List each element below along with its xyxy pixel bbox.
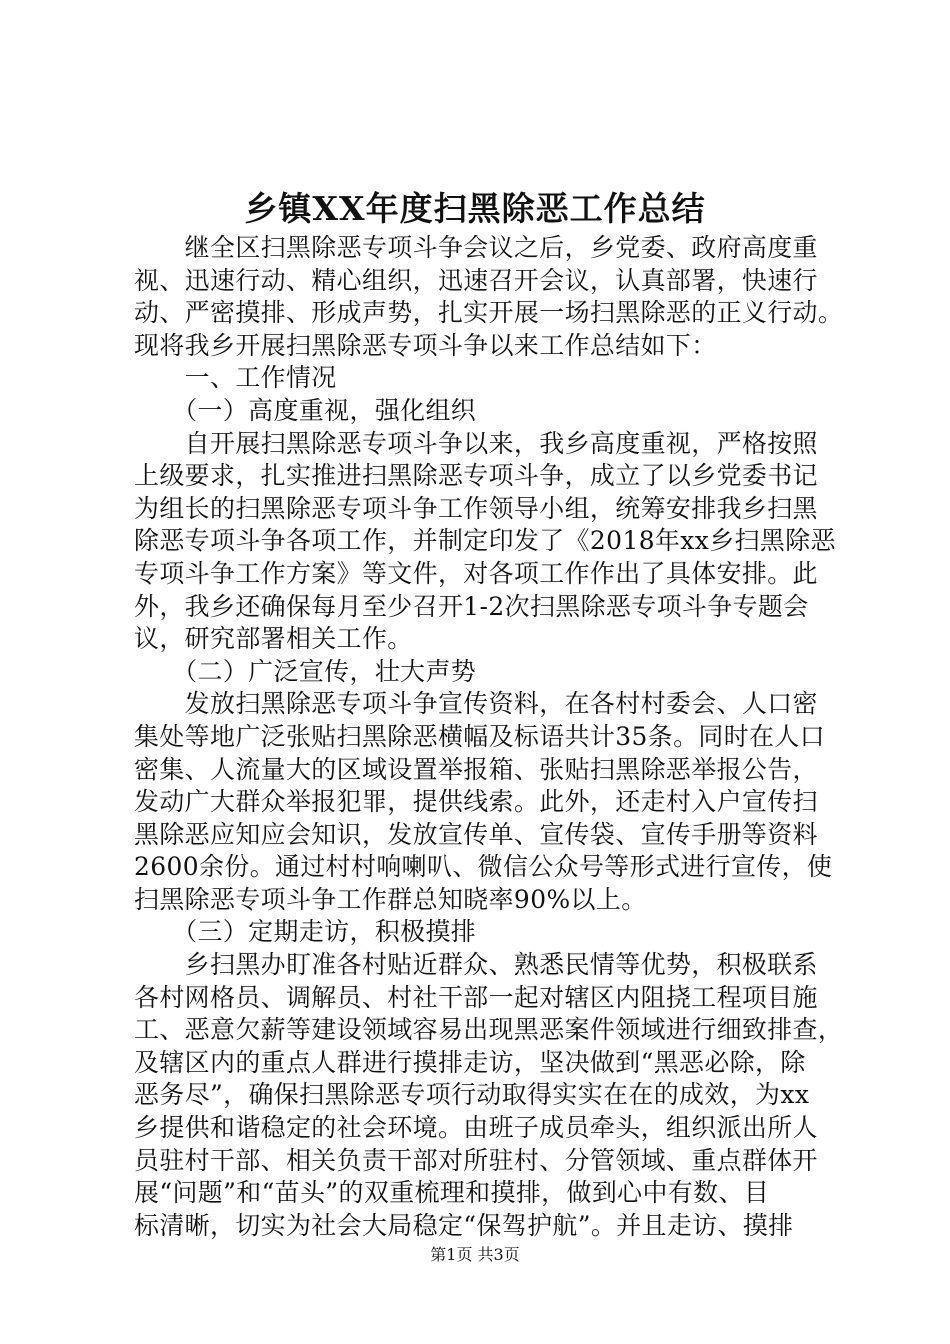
text-line: 现将我乡开展扫黑除恶专项斗争以来工作总结如下： <box>134 330 717 360</box>
text-line: 各村网格员、调解员、村社干部一起对辖区内阻挠工程项目施 <box>134 982 818 1012</box>
text-line: 黑除恶应知应会知识，发放宣传单、宣传袋、宣传手册等资料 <box>134 819 818 849</box>
text-line: （一）高度重视，强化组织 <box>134 395 477 425</box>
text-line: 专项斗争工作方案》等文件，对各项工作作出了具体安排。此 <box>134 558 818 588</box>
text-line: 议，研究部署相关工作。 <box>134 624 413 654</box>
text-line: 集处等地广泛张贴扫黑除恶横幅及标语共计35条。同时在人口 <box>134 721 826 751</box>
text-line: 除恶专项斗争各项工作，并制定印发了《2018年xx乡扫黑除恶 <box>134 526 836 556</box>
document-title: 乡镇XX年度扫黑除恶工作总结 <box>244 189 706 228</box>
document-body <box>134 232 854 1242</box>
text-line: 乡扫黑办盯准各村贴近群众、熟悉民情等优势，积极联系 <box>134 950 818 980</box>
text-line: 继全区扫黑除恶专项斗争会议之后，乡党委、政府高度重 <box>134 233 818 262</box>
text-line: 展“问题”和“苗头”的双重梳理和摸排，做到心中有数、目 <box>134 1178 770 1208</box>
page-footer: 第1页 共3页 <box>430 1245 520 1264</box>
text-line: 自开展扫黑除恶专项斗争以来，我乡高度重视，严格按照 <box>134 428 818 458</box>
text-line: 乡提供和谐稳定的社会环境。由班子成员牵头，组织派出所人 <box>134 1113 818 1143</box>
text-line: 2600余份。通过村村响喇叭、微信公众号等形式进行宣传，使 <box>134 852 833 882</box>
text-line: 外，我乡还确保每月至少召开1-2次扫黑除恶专项斗争专题会 <box>134 591 809 621</box>
text-line: （二）广泛宣传，壮大声势 <box>134 656 477 686</box>
text-line: 员驻村干部、相关负责干部对所驻村、分管领域、重点群体开 <box>134 1145 818 1175</box>
text-line: 及辖区内的重点人群进行摸排走访，坚决做到“黑恶必除，除 <box>134 1047 806 1077</box>
text-line: 工、恶意欠薪等建设领域容易出现黑恶案件领域进行细致排查， <box>134 1015 844 1045</box>
text-line: 视、迅速行动、精心组织，迅速召开会议，认真部署，快速行 <box>134 265 818 295</box>
text-line: 标清晰，切实为社会大局稳定“保驾护航”。并且走访、摸排 <box>134 1210 794 1240</box>
text-line: 密集、人流量大的区域设置举报箱、张贴扫黑除恶举报公告， <box>134 754 818 784</box>
text-line: 一、工作情况 <box>134 363 337 393</box>
text-line: 发放扫黑除恶专项斗争宣传资料，在各村村委会、人口密 <box>134 689 818 719</box>
text-line: 为组长的扫黑除恶专项斗争工作领导小组，统筹安排我乡扫黑 <box>134 493 818 523</box>
text-line: 上级要求，扎实推进扫黑除恶专项斗争，成立了以乡党委书记 <box>134 461 818 491</box>
text-line: 恶务尽”，确保扫黑除恶专项行动取得实实在在的成效，为xx <box>134 1080 810 1110</box>
text-line: 发动广大群众举报犯罪，提供线索。此外，还走村入户宣传扫 <box>134 787 818 817</box>
text-line: 扫黑除恶专项斗争工作群总知晓率90%以上。 <box>134 884 647 914</box>
text-line: 动、严密摸排、形成声势，扎实开展一场扫黑除恶的正义行动。 <box>134 298 844 328</box>
text-line: （三）定期走访，积极摸排 <box>134 917 477 947</box>
